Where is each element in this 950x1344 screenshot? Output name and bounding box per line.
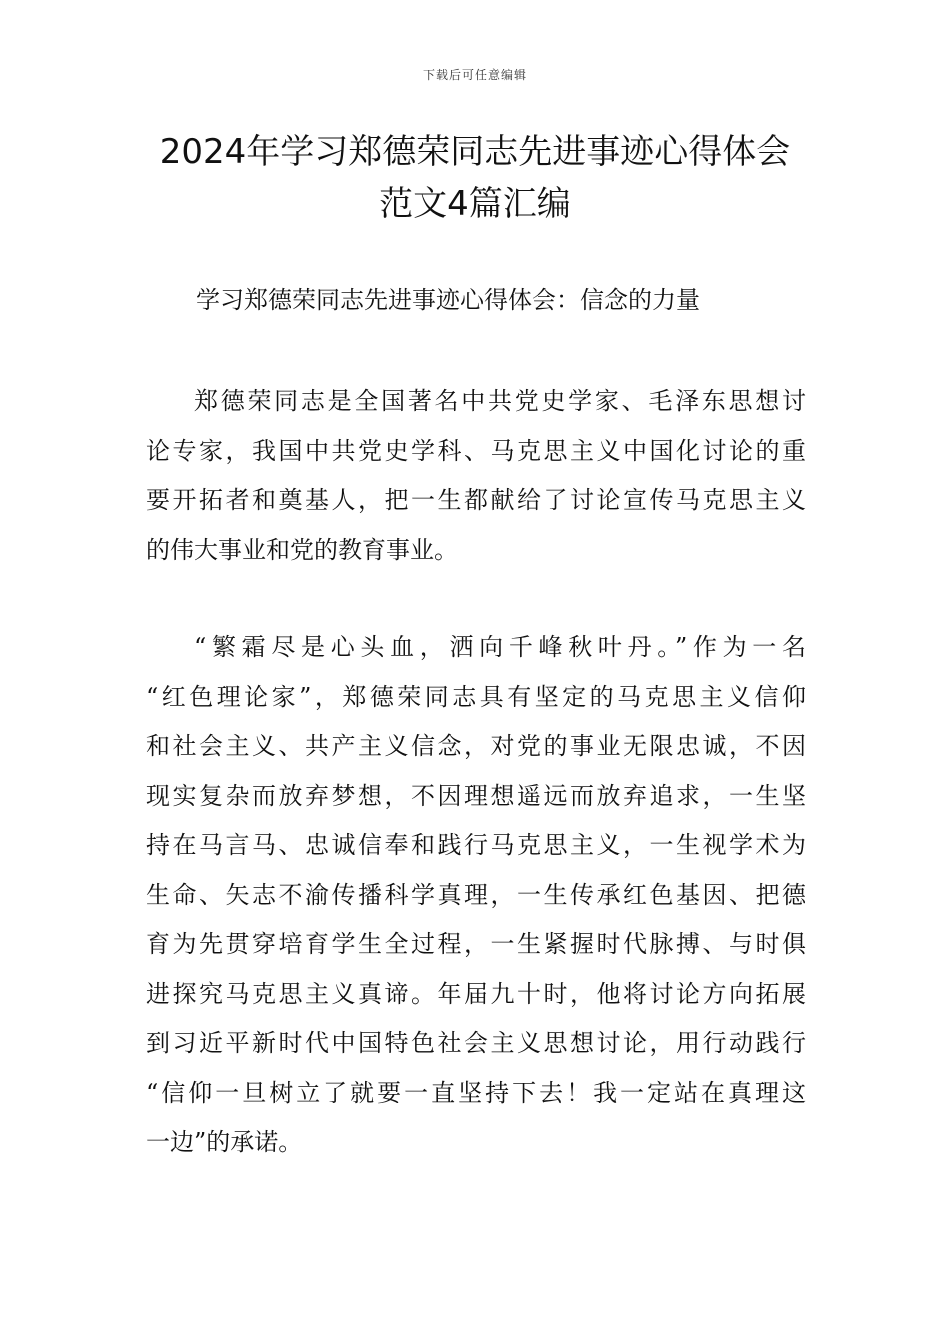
paragraph-line: 持在马言马、忠诚信奉和践行马克思主义，一生视学术为 bbox=[146, 831, 806, 859]
paragraph-line: 和社会主义、共产主义信念，对党的事业无限忠诚，不因 bbox=[146, 732, 806, 760]
paragraph-line: 郑德荣同志是全国著名中共党史学家、毛泽东思想讨 bbox=[194, 387, 806, 415]
paragraph-line: “繁霜尽是心头血，洒向千峰秋叶丹。”作为一名 bbox=[194, 633, 806, 661]
paragraph-line: 要开拓者和奠基人，把一生都献给了讨论宣传马克思主义 bbox=[146, 486, 806, 514]
title-line-2: 范文4篇汇编 bbox=[379, 184, 571, 224]
paragraph-line: 育为先贯穿培育学生全过程，一生紧握时代脉搏、与时俱 bbox=[146, 930, 806, 958]
document-title bbox=[0, 126, 950, 230]
paragraph-line: 论专家，我国中共党史学科、马克思主义中国化讨论的重 bbox=[146, 436, 806, 465]
paragraph-line: 到习近平新时代中国特色社会主义思想讨论，用行动践行 bbox=[146, 1029, 806, 1057]
paragraph-line: “红色理论家”，郑德荣同志具有坚定的马克思主义信仰 bbox=[146, 682, 806, 711]
title-line-1: 2024年学习郑德荣同志先进事迹心得体会 bbox=[159, 132, 791, 172]
body-paragraph bbox=[146, 623, 806, 1168]
paragraph-line: “信仰一旦树立了就要一直坚持下去！我一定站在真理这 bbox=[146, 1078, 806, 1107]
paragraph-line: 的伟大事业和党的教育事业。 bbox=[146, 535, 458, 564]
header-note: 下载后可任意编辑 bbox=[422, 68, 527, 82]
paragraph-line: 进探究马克思主义真谛。年届九十时，他将讨论方向拓展 bbox=[146, 979, 806, 1008]
paragraph-line: 生命、矢志不渝传播科学真理，一生传承红色基因、把德 bbox=[146, 880, 806, 909]
section-subtitle: 学习郑德荣同志先进事迹心得体会：信念的力量 bbox=[196, 286, 700, 314]
paragraph-line: 一边”的承诺。 bbox=[146, 1128, 303, 1156]
body-paragraph bbox=[146, 377, 806, 575]
paragraph-line: 现实复杂而放弃梦想，不因理想遥远而放弃追求，一生坚 bbox=[146, 781, 806, 810]
